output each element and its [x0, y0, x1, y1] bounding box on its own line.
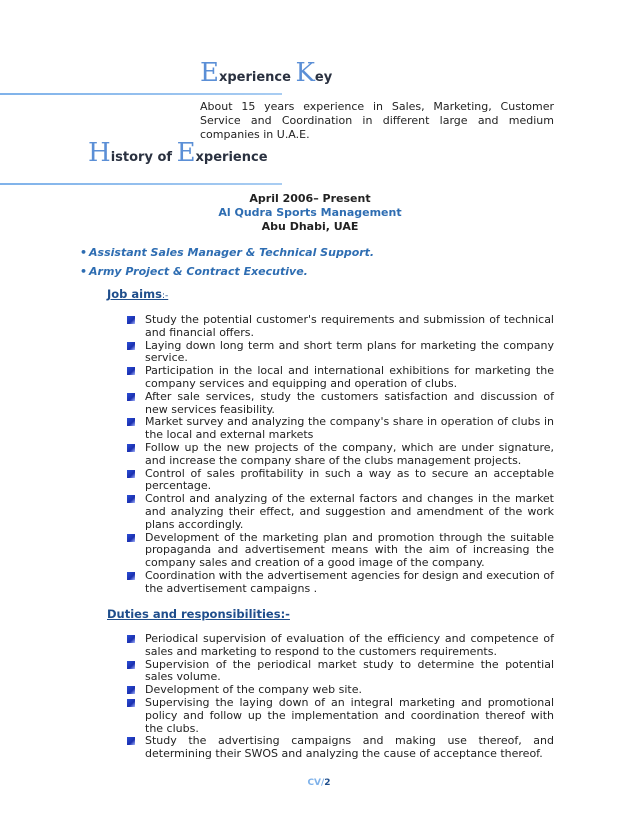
list-item-text: Participation in the local and international exhibitions for marketing the company services and equipping and operation of clubs. [145, 364, 554, 390]
square-bullet-icon [127, 699, 135, 707]
list-item-text: Control of sales profitability in such a way as to secure an acceptable percentage. [145, 466, 554, 493]
square-bullet-icon [127, 418, 135, 426]
list-item-text: Coordination with the advertisement agencies for design and execution of the advertisement campaigns . [145, 568, 554, 595]
square-bullet-icon [127, 444, 135, 452]
list-item-text: Supervising the laying down of an integral marketing and promotional policy and follow up the implementation and coordination thereof with the clubs. [145, 695, 554, 735]
title-text: xperience [195, 150, 268, 165]
job-location: Abu Dhabi, UAE [261, 220, 359, 233]
title-initial: H [88, 138, 111, 168]
job-aims-list [127, 314, 554, 596]
job-company: Al Qudra Sports Management [218, 206, 402, 219]
list-item [127, 416, 554, 442]
square-bullet-icon [127, 635, 135, 643]
square-bullet-icon [127, 393, 135, 401]
job-header [200, 192, 420, 234]
square-bullet-icon [127, 367, 135, 375]
square-bullet-icon [127, 686, 135, 694]
list-item-text: Supervision of the periodical market study to determine the potential sales volume. [145, 657, 554, 684]
square-bullet-icon [127, 737, 135, 745]
list-item [127, 633, 554, 659]
duties-list [127, 633, 554, 761]
title-text: ey [314, 70, 333, 85]
title-initial: K [295, 58, 315, 88]
square-bullet-icon [127, 661, 135, 669]
list-item [127, 391, 554, 417]
list-item [127, 468, 554, 494]
list-item [127, 314, 554, 340]
square-bullet-icon [127, 316, 135, 324]
square-bullet-icon [127, 470, 135, 478]
title-text: xperience [218, 70, 296, 85]
list-item-text: Development of the marketing plan and promotion through the suitable propaganda and advertisement means with the aim of increasing the company sales and creation of a good image of the company. [145, 530, 554, 570]
list-item-text: Study the advertising campaigns and making use thereof, and determining their SWOS and analyzing the cause of acceptance thereof. [145, 734, 554, 761]
duties-heading: Duties and responsibilities:- [107, 607, 290, 621]
list-item-text: Follow up the new projects of the company, which are under signature, and increase the company share of the clubs management projects. [145, 440, 554, 467]
page-footer [0, 778, 638, 788]
job-aims-heading-tail: :- [161, 291, 169, 301]
list-item [127, 532, 554, 570]
title-initial: E [176, 138, 196, 168]
square-bullet-icon [127, 534, 135, 542]
list-item [127, 570, 554, 596]
section-divider [0, 93, 282, 95]
list-item-text: After sale services, study the customers satisfaction and discussion of new services feasibility. [145, 389, 554, 416]
list-item [127, 659, 554, 685]
experience-key-title [200, 58, 332, 88]
job-period: April 2006– Present [249, 192, 371, 205]
square-bullet-icon [127, 495, 135, 503]
list-item [127, 493, 554, 531]
title-initial: E [200, 58, 219, 88]
role-bullet: • [80, 246, 88, 259]
job-aims-heading-text: Job aims [107, 287, 162, 301]
square-bullet-icon [127, 572, 135, 580]
list-item-text: Control and analyzing of the external factors and changes in the market and analyzing their effect, and suggestion and amendment of the work plans accordingly. [145, 492, 554, 531]
role-label: Assistant Sales Manager & Technical Support. [89, 246, 375, 259]
job-aims-heading [107, 287, 168, 301]
history-title [88, 138, 268, 168]
list-item-text: Study the potential customer's requirements and submission of technical and financial offers. [145, 313, 554, 339]
job-role [80, 246, 374, 259]
list-item-text: Market survey and analyzing the company's share in operation of clubs in the local and external markets [145, 415, 554, 442]
job-role [80, 265, 308, 278]
role-label: Army Project & Contract Executive. [89, 265, 308, 278]
section-divider [0, 183, 282, 185]
list-item-text: Development of the company web site. [145, 683, 362, 697]
role-bullet: • [80, 265, 88, 278]
list-item [127, 365, 554, 391]
title-text: istory of [110, 150, 177, 165]
experience-summary: About 15 years experience in Sales, Marketing, Customer Service and Coordination in different large and medium companies in U.A.E. [200, 100, 554, 141]
page-number: 2 [324, 778, 331, 788]
list-item-text: Laying down long term and short term plans for marketing the company service. [145, 338, 554, 365]
list-item [127, 735, 554, 761]
list-item-text: Periodical supervision of evaluation of the efficiency and competence of sales and marketing to respond to the customers requirements. [145, 632, 554, 658]
square-bullet-icon [127, 342, 135, 350]
list-item [127, 442, 554, 468]
list-item [127, 697, 554, 735]
footer-label: CV/ [307, 778, 325, 788]
list-item [127, 340, 554, 366]
